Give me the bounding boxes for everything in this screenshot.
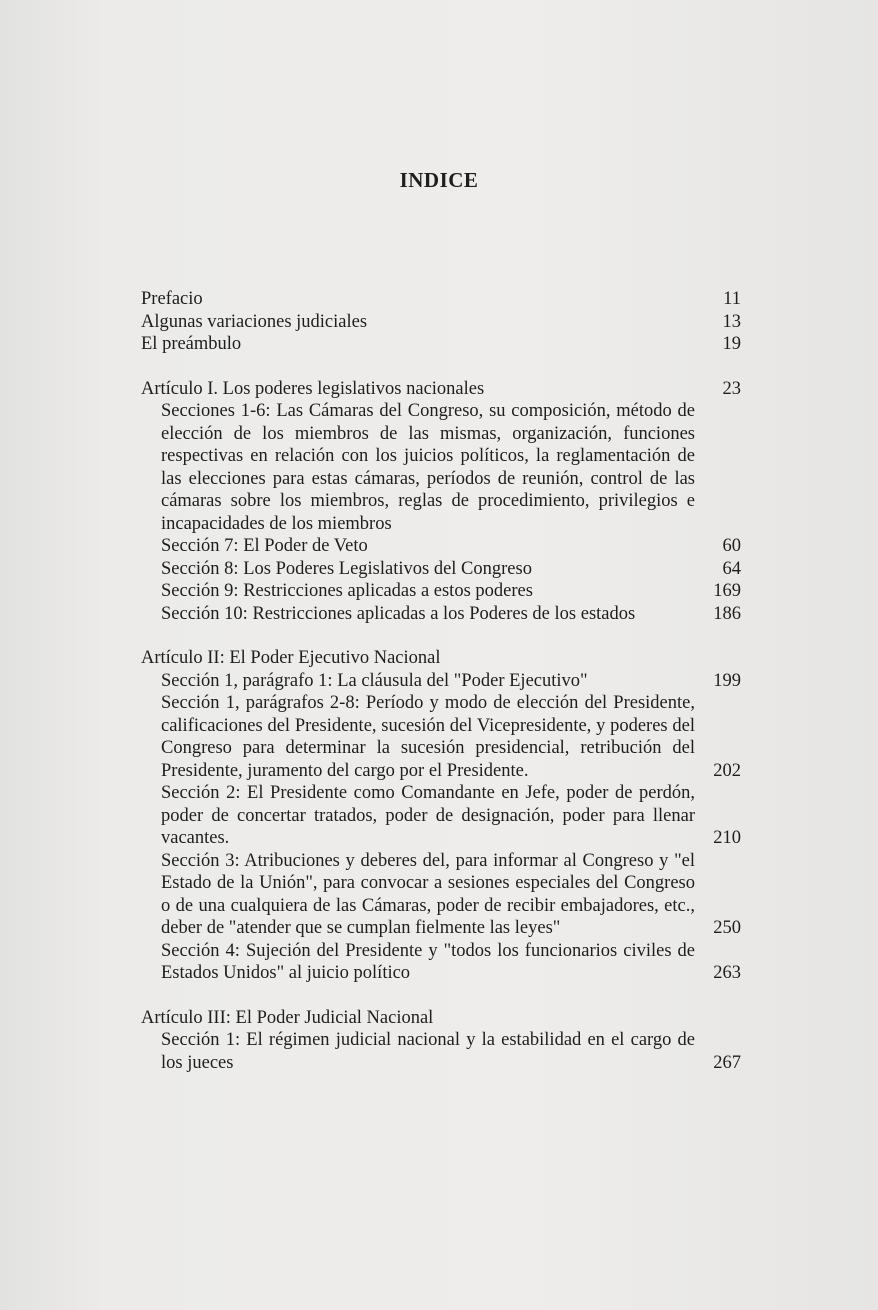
toc-entry-variaciones: Algunas variaciones judiciales 13 [141, 311, 741, 332]
page-title: INDICE [399, 168, 479, 192]
toc-entry-prefacio: Prefacio 11 [141, 289, 741, 309]
page-number: 19 [722, 334, 741, 354]
toc-section: Sección 8: Los Poderes Legislativos del Congreso 64 [161, 558, 741, 579]
page-number: 23 [722, 378, 741, 399]
toc-article-2: Artículo II: El Poder Ejecutivo Nacional [141, 648, 441, 668]
toc-section: Sección 1, parágrafo 1: La cláusula del "Poder Ejecutivo" 199 [161, 670, 741, 691]
toc-section: Sección 4: Sujeción del Presidente y "todos los funcionarios civiles de Estados Unidos" al juicio político 263 [161, 940, 741, 983]
page-number: 11 [723, 289, 741, 309]
toc-section: Sección 1: El régimen judicial nacional y la estabilidad en el cargo de los jueces 267 [161, 1030, 741, 1073]
toc-section: Sección 1, parágrafos 2-8: Período y modo de elección del Presidente, calificaciones del Presidente, sucesión del Vicepresidente, y poderes del Congreso para determinar la sucesión presidencial, retribución del Presidente, juramento del cargo por el Presidente. 202 [161, 693, 741, 781]
page-number: 186 [713, 603, 741, 624]
page-number: 60 [722, 536, 741, 556]
page-number: 210 [713, 828, 741, 848]
page-number: 199 [713, 670, 741, 691]
page-number: 263 [713, 963, 741, 983]
toc-article-3: Artículo III: El Poder Judicial Nacional [141, 1007, 434, 1028]
toc-article-1: Artículo I. Los poderes legislativos nacionales 23 [141, 378, 741, 399]
toc-section: Sección 7: El Poder de Veto 60 [161, 536, 741, 556]
toc-section: Sección 10: Restricciones aplicadas a los Poderes de los estados 186 [161, 603, 741, 624]
table-of-contents [141, 288, 741, 1074]
toc-section: Secciones 1-6: Las Cámaras del Congreso, su composición, método de elección de los miembros de las mismas, organización, funciones respectivas en relación con los juicios políticos, la reglamentación de las elecciones para estas cámaras, períodos de reunión, control de las cámaras sobre los miembros, reglas de procedimiento, privilegios e incapacidades de los miembros [161, 401, 695, 534]
toc-entry-preambulo: El preámbulo 19 [141, 334, 741, 354]
page-number: 267 [713, 1052, 741, 1073]
toc-section: Sección 3: Atribuciones y deberes del, para informar al Congreso y "el Estado de la Unión", para convocar a sesiones especiales del Congreso o de una cualquiera de las Cámaras, poder de recibir embajadores, etc., deber de "atender que se cumplan fielmente las leyes" 250 [161, 850, 741, 938]
page-number: 64 [722, 558, 741, 579]
page-number: 169 [713, 581, 741, 601]
page-number: 13 [722, 311, 741, 332]
toc-section: Sección 2: El Presidente como Comandante en Jefe, poder de perdón, poder de concertar tratados, poder de designación, poder para llenar vacantes. 210 [161, 783, 741, 848]
page-number: 202 [713, 760, 741, 781]
page-number: 250 [713, 918, 741, 938]
toc-section: Sección 9: Restricciones aplicadas a estos poderes 169 [161, 581, 741, 601]
